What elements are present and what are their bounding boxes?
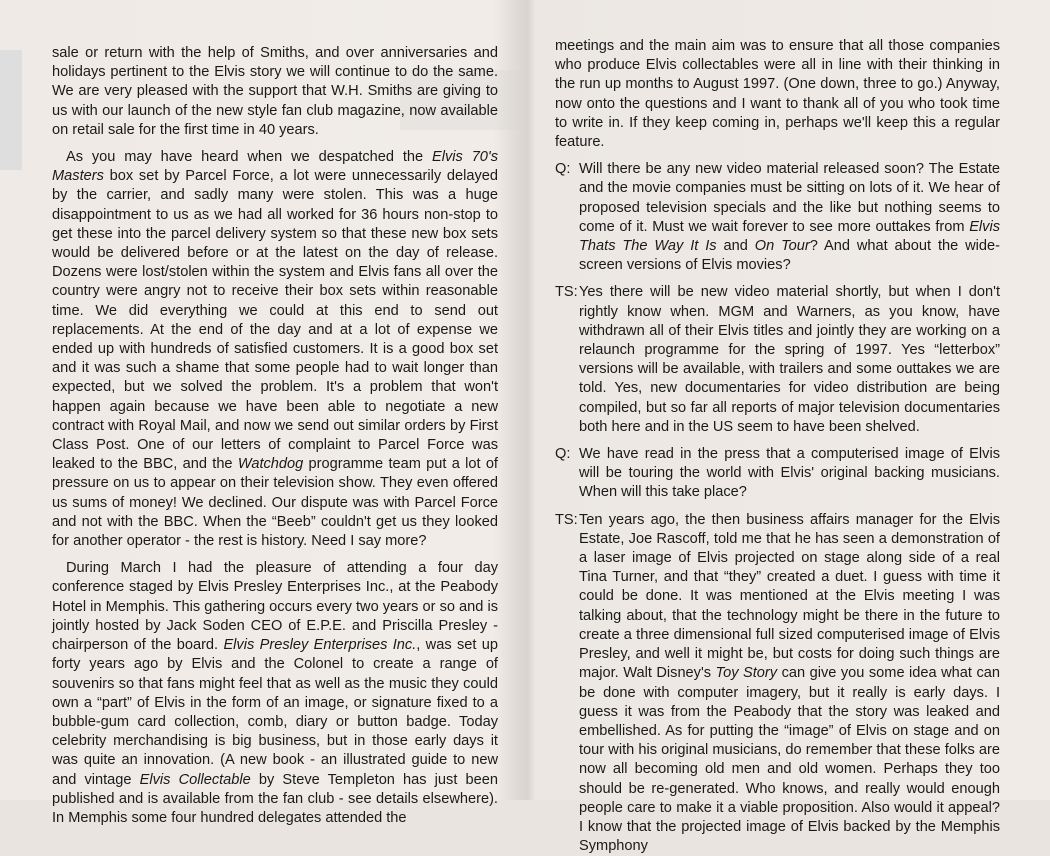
paragraph: During March I had the pleasure of attending a four day conference staged by Elvis Presley Enterprises Inc., at the Peabody Hotel in Memphis. This gathering occurs every two years or so and is jointly hosted by Jack Soden CEO of E.P.E. and Priscilla Presley - chairperson of the board. Elvis Presley Enterprises Inc., was set up forty years ago by Elvis and the Colonel to create a range of souvenirs so that fans might feel that as well as the music they could own a “part” of Elvis in the form of an image, or signature fixed to a bubble-gum card collection, comb, diary or button badge. Today celebrity merchandising is big business, but in those early days it was quite an innovation. (A new book - an illustrated guide to new and vintage Elvis Collectable by Steve Templeton has just been published and is available from the fan club - see details elsewhere). In Memphis some four hundred delegates attended the <box>52 560 499 826</box>
answer-block <box>555 283 1000 437</box>
answer-label: TS: <box>555 511 578 528</box>
italic-title: On Tour <box>754 238 810 255</box>
italic-title: Elvis 70's Masters <box>52 149 499 185</box>
question-block <box>555 160 1000 275</box>
question-text: We have read in the press that a computerised image of Elvis will be touring the world with Elvis' original backing musicians. When will this take place? <box>579 446 1000 501</box>
right-page <box>555 0 1000 855</box>
answer-text: Yes there will be new video material shortly, but when I don't rightly know when. MGM and Warners, as you know, have withdrawn all of their Elvis titles and jointly they are working on a relaunch programme for the spring of 1997. Yes “letterbox” versions will be available, with trailers and some outtakes we are told. Yes, new documentaries for video distribution are being compiled, but so far all reports of major television documentaries both here and in the US seem to have been shelved. <box>579 284 1000 435</box>
answer-label: TS: <box>555 284 578 301</box>
italic-title: Toy Story <box>715 665 778 682</box>
question-label: Q: <box>555 161 571 178</box>
left-page <box>52 0 498 844</box>
italic-title: Watchdog <box>237 456 304 473</box>
question-block <box>555 445 1000 503</box>
paragraph: sale or return with the help of Smiths, and over anniversaries and holidays pertinent to the Elvis story we will continue to do the same. We are very pleased with the support that W.H. Smiths are giving to us with our launch of the new style fan club magazine, now available on retail sale for the first time in 40 years. <box>52 45 498 138</box>
italic-title: Elvis Thats The Way It Is <box>579 218 1000 255</box>
italic-title: Elvis Presley Enterprises Inc. <box>223 637 417 654</box>
answer-text: Ten years ago, the then business affairs manager for the Elvis Estate, Joe Rascoff, told me that he has seen a demonstration of a laser image of Elvis projected on stage along side of a real Tina Turner, and that “they” created a duet. I guess with time it could be done. It was mentioned at the Elvis meeting I was talking about, that the technology might be there in the future to create a three dimensional full sized computerised image of Elvis Presley, and well it might be, but costs for doing such things are major. Walt Disney's Toy Story can give you some idea what can be done with computer imagery, but it really is early days. I guess it was from the Peabody that the story was leaked and embellished. As for putting the “image” of Elvis on stage and on tour with his original musicians, do remember that these folks are now all becoming old men and old women. Perhaps they too should be re-generated. Who knows, and really would enough people care to make it a viable proposition. Also would it appeal? I know that the projected image of Elvis backed by the Memphis Symphony <box>579 511 1000 855</box>
show-through-shade <box>0 50 22 170</box>
paragraph: meetings and the main aim was to ensure that all those companies who produce Elvis collectables were all in line with their thinking in the run up months to August 1997. (One down, three to go.) Anyway, now onto the questions and I want to thank all of you who took time to write in. If they keep coming in, perhaps we'll keep this a regular feature. <box>555 38 1000 151</box>
question-label: Q: <box>555 446 571 463</box>
paragraph: As you may have heard when we despatched the Elvis 70's Masters box set by Parcel Force, a lot were unnecessarily delayed by the carrier, and sadly many were stolen. This was a huge disappointment to us as we had all worked for 36 hours non-stop to get these into the parcel delivery system so that these new box sets would be delivered before or at the latest on the day of release. Dozens were lost/stolen within the system and Elvis fans all over the country were angry not to receive their box sets within reasonable time. We did everything we could at this end to send out replacements. At the end of the day and at a lot of expense we ended up with hundreds of satisfied customers. It is a good box set and it was such a shame that some people had to wait longer than expected, but we solved the problem. It's a problem that won't happen again because we have been able to negotiate a new contract with Royal Mail, and now we send out similar orders by First Class Post. One of our letters of complaint to Parcel Force was leaked to the BBC, and the Watchdog programme team put a lot of pressure on us to appear on their television show. They even offered us sums of money! We declined. Our dispute was with Parcel Force and not with the BBC. When the “Beeb” couldn't get us they looked for another operator - the rest is history. Need I say more? <box>52 149 499 550</box>
question-text: Will there be any new video material released soon? The Estate and the movie companies must be sitting on lots of it. We hear of proposed television specials and the like but nothing seems to come of it. Must we wait forever to see more outtakes from Elvis Thats The Way It Is and On Tour? And what about the wide-screen versions of Elvis movies? <box>579 161 1000 274</box>
answer-block <box>555 511 1000 856</box>
italic-title: Elvis Collectable <box>139 771 251 788</box>
